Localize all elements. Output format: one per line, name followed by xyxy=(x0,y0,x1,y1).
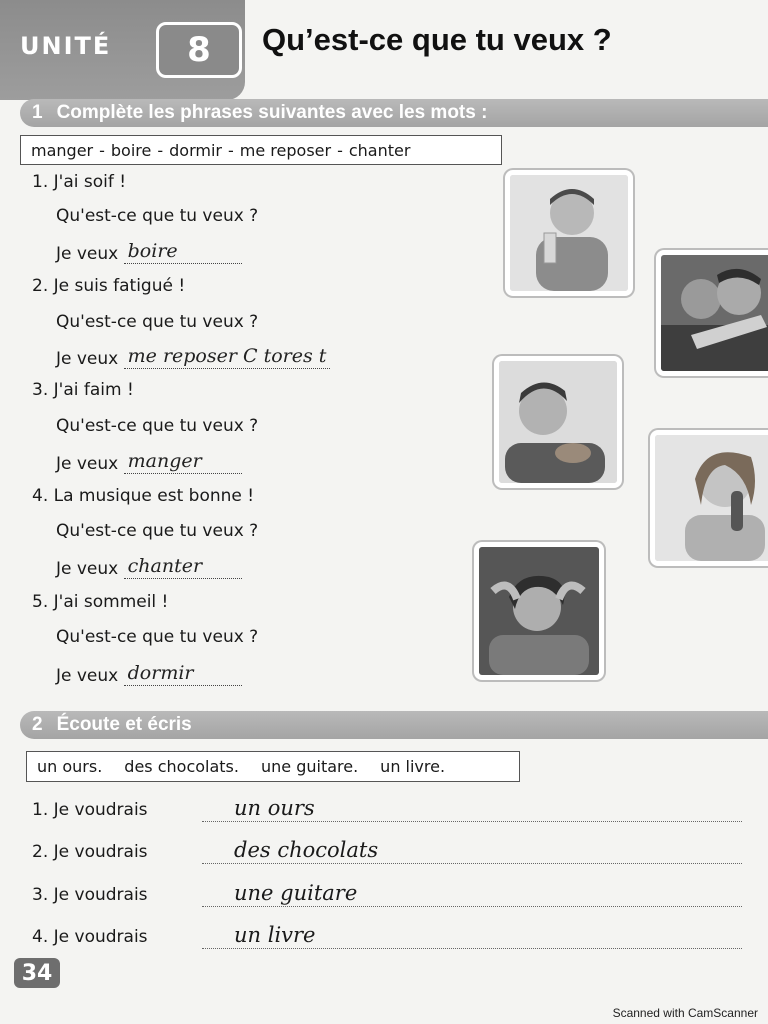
word-bank-separator: - xyxy=(157,140,164,160)
scanner-watermark: Scanned with CamScanner xyxy=(612,1006,758,1020)
answer-prefix: Je veux xyxy=(56,349,119,369)
item-answer-line xyxy=(56,240,242,264)
section-1-header xyxy=(20,99,768,127)
writing-line xyxy=(202,863,742,864)
writing-row-label xyxy=(32,885,148,905)
word-bank-separator: - xyxy=(99,140,105,160)
handwritten-answer[interactable]: une guitare xyxy=(234,881,358,905)
boy-drinking-illustration xyxy=(510,175,628,291)
handwritten-answer[interactable]: un livre xyxy=(234,923,316,947)
item-question: Qu'est-ce que tu veux ? xyxy=(56,416,259,436)
item-number: 3. xyxy=(32,380,49,400)
section-1-word-bank xyxy=(20,135,502,165)
boy-drinking-photo xyxy=(505,170,633,296)
boy-eating-photo xyxy=(494,356,622,488)
girl-singing-illustration xyxy=(655,435,768,561)
item-statement-text: J'ai sommeil ! xyxy=(53,592,169,612)
word-bank-item: chanter xyxy=(348,140,411,160)
item-answer-line xyxy=(56,450,242,474)
item-number: 1. xyxy=(32,800,49,820)
answer-prefix: Je veux xyxy=(56,559,119,579)
boys-resting-illustration xyxy=(661,255,768,371)
item-number: 2. xyxy=(32,842,49,862)
writing-row-label xyxy=(32,842,148,862)
word-bank-item: un ours. xyxy=(37,757,103,776)
handwritten-answer[interactable]: manger xyxy=(124,450,242,474)
writing-row xyxy=(32,915,742,955)
word-bank-item: une guitare. xyxy=(260,757,359,776)
handwritten-answer[interactable]: dormir xyxy=(124,662,242,686)
item-statement-text: La musique est bonne ! xyxy=(53,486,255,506)
answer-prefix: Je veux xyxy=(56,454,119,474)
item-number: 3. xyxy=(32,885,49,905)
unit-label: UNITÉ xyxy=(20,32,112,60)
boy-sleeping-photo xyxy=(474,542,604,680)
handwritten-answer[interactable]: me reposer C tores t xyxy=(124,345,331,369)
word-bank-item: boire xyxy=(110,140,152,160)
handwritten-answer[interactable]: boire xyxy=(124,240,242,264)
word-bank-item: des chocolats. xyxy=(124,757,239,776)
item-number: 2. xyxy=(32,276,49,296)
page-title: Qu’est-ce que tu veux ? xyxy=(262,22,612,57)
exercise-item-statement xyxy=(32,172,126,192)
item-question: Qu'est-ce que tu veux ? xyxy=(56,312,259,332)
section-1-number: 1 xyxy=(32,102,43,123)
section-2-word-bank xyxy=(26,751,520,782)
writing-row xyxy=(32,873,742,913)
writing-row-label xyxy=(32,927,148,947)
boy-sleeping-illustration xyxy=(479,547,599,675)
word-bank-separator: - xyxy=(228,140,234,160)
section-2-instruction: Écoute et écris xyxy=(56,714,192,735)
writing-row-label xyxy=(32,800,148,820)
word-bank-item: me reposer xyxy=(239,140,332,160)
item-number: 4. xyxy=(32,486,49,506)
writing-row xyxy=(32,830,742,870)
handwritten-answer[interactable]: des chocolats xyxy=(234,838,379,862)
item-number: 4. xyxy=(32,927,49,947)
exercise-item-statement xyxy=(32,486,254,506)
answer-prefix: Je voudrais xyxy=(53,927,148,947)
answer-prefix: Je veux xyxy=(56,666,119,686)
answer-prefix: Je voudrais xyxy=(53,885,148,905)
section-2-header xyxy=(20,711,768,739)
word-bank-item: dormir xyxy=(169,140,222,160)
word-bank-separator: - xyxy=(337,140,343,160)
item-statement-text: Je suis fatigué ! xyxy=(53,276,186,296)
boys-resting-photo xyxy=(656,250,768,376)
item-statement-text: J'ai soif ! xyxy=(53,172,127,192)
writing-line xyxy=(202,906,742,907)
item-answer-line xyxy=(56,345,330,369)
writing-line xyxy=(202,821,742,822)
handwritten-answer[interactable]: chanter xyxy=(124,555,242,579)
answer-prefix: Je voudrais xyxy=(53,842,148,862)
item-answer-line xyxy=(56,555,242,579)
exercise-item-statement xyxy=(32,380,134,400)
answer-prefix: Je veux xyxy=(56,244,119,264)
girl-singing-photo xyxy=(650,430,768,566)
item-answer-line xyxy=(56,662,242,686)
exercise-item-statement xyxy=(32,276,185,296)
exercise-item-statement xyxy=(32,592,168,612)
section-2-number: 2 xyxy=(32,714,43,735)
item-question: Qu'est-ce que tu veux ? xyxy=(56,521,259,541)
writing-row xyxy=(32,788,742,828)
boy-eating-illustration xyxy=(499,361,617,483)
page-number: 34 xyxy=(14,958,60,988)
item-statement-text: J'ai faim ! xyxy=(53,380,134,400)
unit-number: 8 xyxy=(156,22,242,78)
section-1-instruction: Complète les phrases suivantes avec les mots : xyxy=(56,102,488,123)
item-question: Qu'est-ce que tu veux ? xyxy=(56,206,259,226)
item-number: 1. xyxy=(32,172,49,192)
word-bank-item: manger xyxy=(31,140,94,160)
item-question: Qu'est-ce que tu veux ? xyxy=(56,627,259,647)
word-bank-item: un livre. xyxy=(380,757,446,776)
writing-line xyxy=(202,948,742,949)
item-number: 5. xyxy=(32,592,49,612)
handwritten-answer[interactable]: un ours xyxy=(234,796,315,820)
answer-prefix: Je voudrais xyxy=(53,800,148,820)
